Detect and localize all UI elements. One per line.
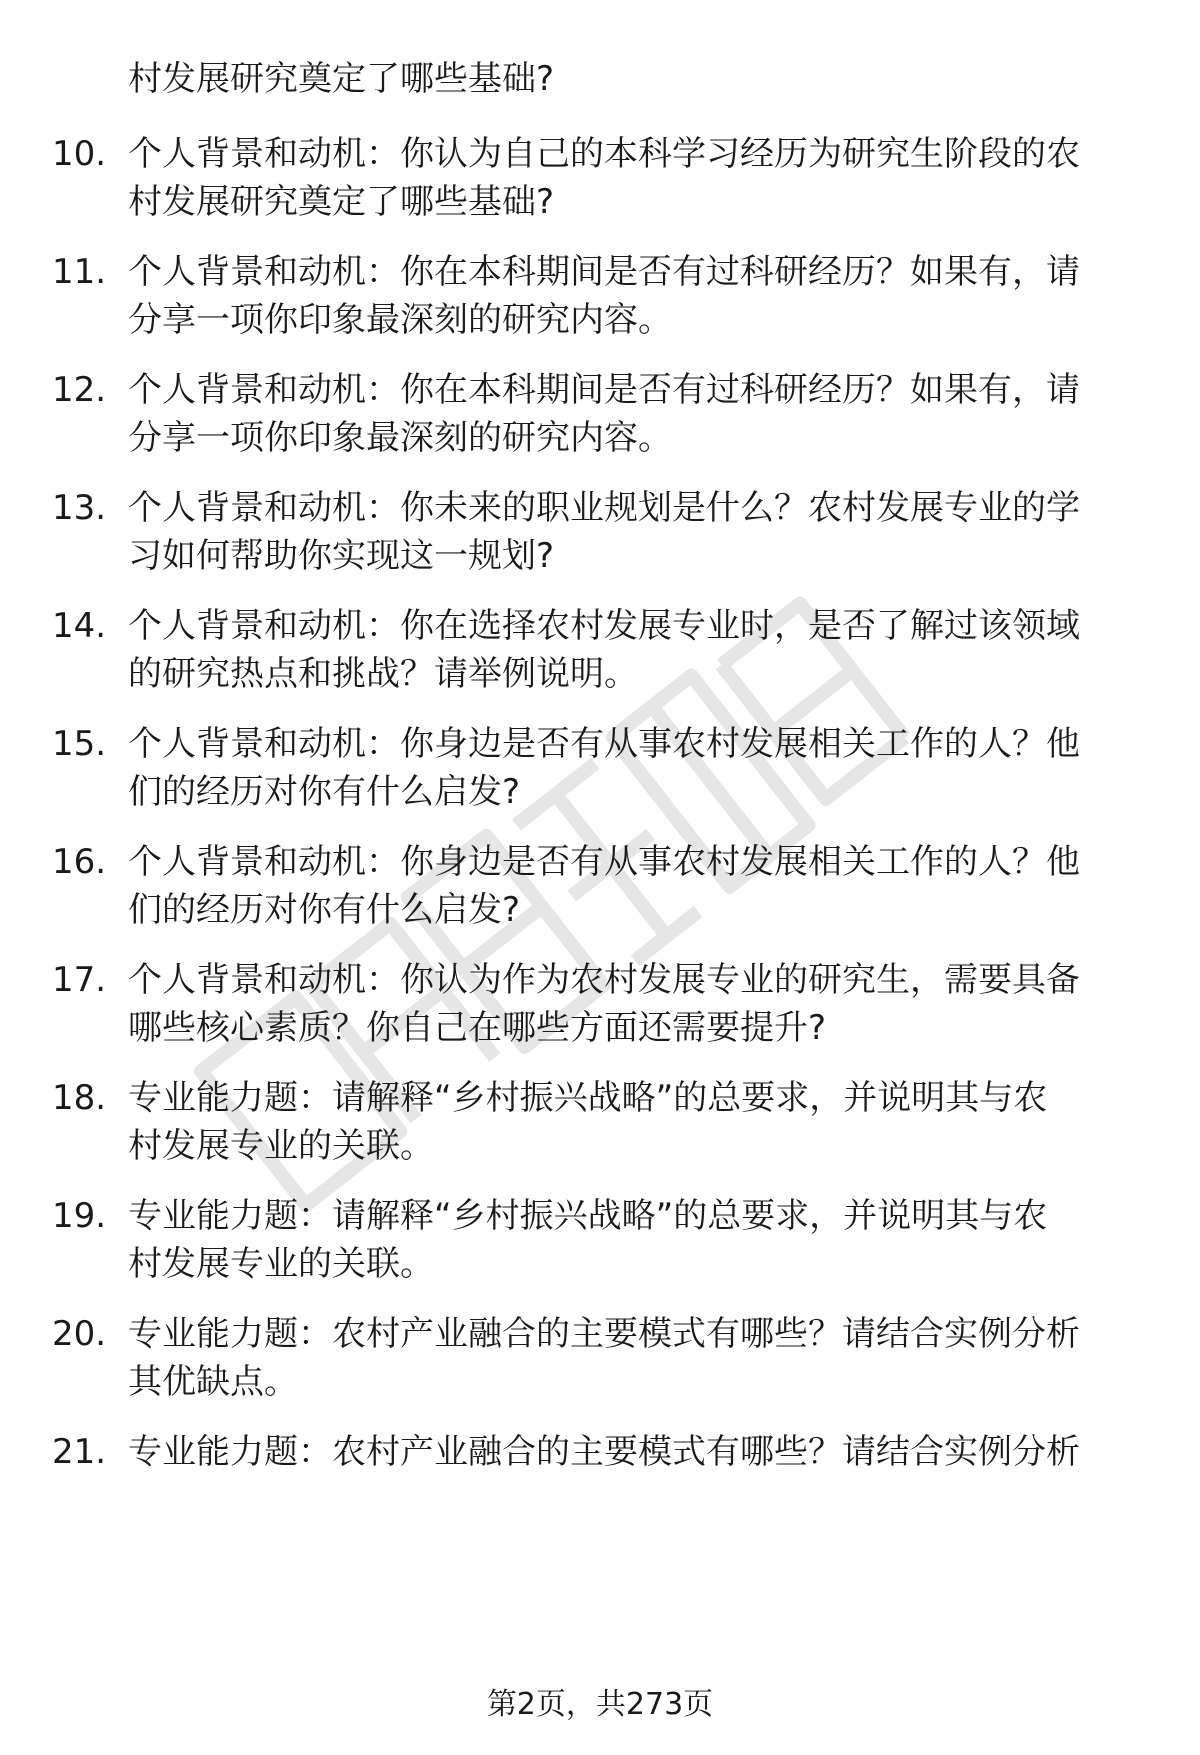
item-number: 14. [52,606,107,646]
item-line: 专业能力题：请解释“乡村振兴战略”的总要求，并说明其与农 [128,1078,1048,1118]
item-text [128,1310,1138,1406]
item-line: 个人背景和动机：你未来的职业规划是什么？农村发展专业的学 [128,488,1080,528]
item-line: 个人背景和动机：你在本科期间是否有过科研经历？如果有，请 [128,370,1080,410]
item-text [128,838,1138,934]
continuation-text [128,55,1138,103]
item-text [128,720,1138,816]
item-line: 专业能力题：农村产业融合的主要模式有哪些？请结合实例分析 [128,1314,1080,1354]
item-number: 19. [52,1196,107,1236]
item-text [128,130,1138,226]
item-line: 专业能力题：农村产业融合的主要模式有哪些？请结合实例分析 [128,1432,1080,1472]
item-line: 个人背景和动机：你身边是否有从事农村发展相关工作的人？他 [128,842,1080,882]
item-number: 17. [52,960,107,1000]
item-line: 个人背景和动机：你身边是否有从事农村发展相关工作的人？他 [128,724,1080,764]
item-number: 20. [52,1314,107,1354]
item-text [128,1074,1138,1170]
item-line: 其优缺点。 [128,1362,298,1402]
item-line: 村发展专业的关联。 [128,1244,434,1284]
item-text [128,484,1138,580]
item-line: 们的经历对你有什么启发? [128,772,521,812]
item-text [128,1428,1138,1476]
item-number: 11. [52,252,107,292]
item-number: 10. [52,134,107,174]
item-text [128,248,1138,344]
item-line: 们的经历对你有什么启发? [128,890,521,930]
item-number: 12. [52,370,107,410]
item-text [128,1192,1138,1288]
item-line: 分享一项你印象最深刻的研究内容。 [128,300,672,340]
item-line: 个人背景和动机：你在本科期间是否有过科研经历？如果有，请 [128,252,1080,292]
item-line: 村发展专业的关联。 [128,1126,434,1166]
item-line: 的研究热点和挑战？请举例说明。 [128,654,638,694]
item-text [128,366,1138,462]
item-line: 个人背景和动机：你在选择农村发展专业时，是否了解过该领域 [128,606,1080,646]
item-line: 习如何帮助你实现这一规划? [128,536,555,576]
continuation-line: 村发展研究奠定了哪些基础? [128,59,555,99]
item-text [128,602,1138,698]
item-line: 分享一项你印象最深刻的研究内容。 [128,418,672,458]
item-line: 村发展研究奠定了哪些基础? [128,182,555,222]
item-number: 13. [52,488,107,528]
page-footer: 第2页，共273页 [486,1687,714,1722]
item-number: 16. [52,842,107,882]
item-line: 专业能力题：请解释“乡村振兴战略”的总要求，并说明其与农 [128,1196,1048,1236]
item-line: 哪些核心素质？你自己在哪些方面还需要提升? [128,1008,827,1048]
item-number: 21. [52,1432,107,1472]
item-text [128,956,1138,1052]
item-line: 个人背景和动机：你认为作为农村发展专业的研究生，需要具备 [128,960,1080,1000]
item-number: 18. [52,1078,107,1118]
item-line: 个人背景和动机：你认为自己的本科学习经历为研究生阶段的农 [128,134,1080,174]
item-number: 15. [52,724,107,764]
